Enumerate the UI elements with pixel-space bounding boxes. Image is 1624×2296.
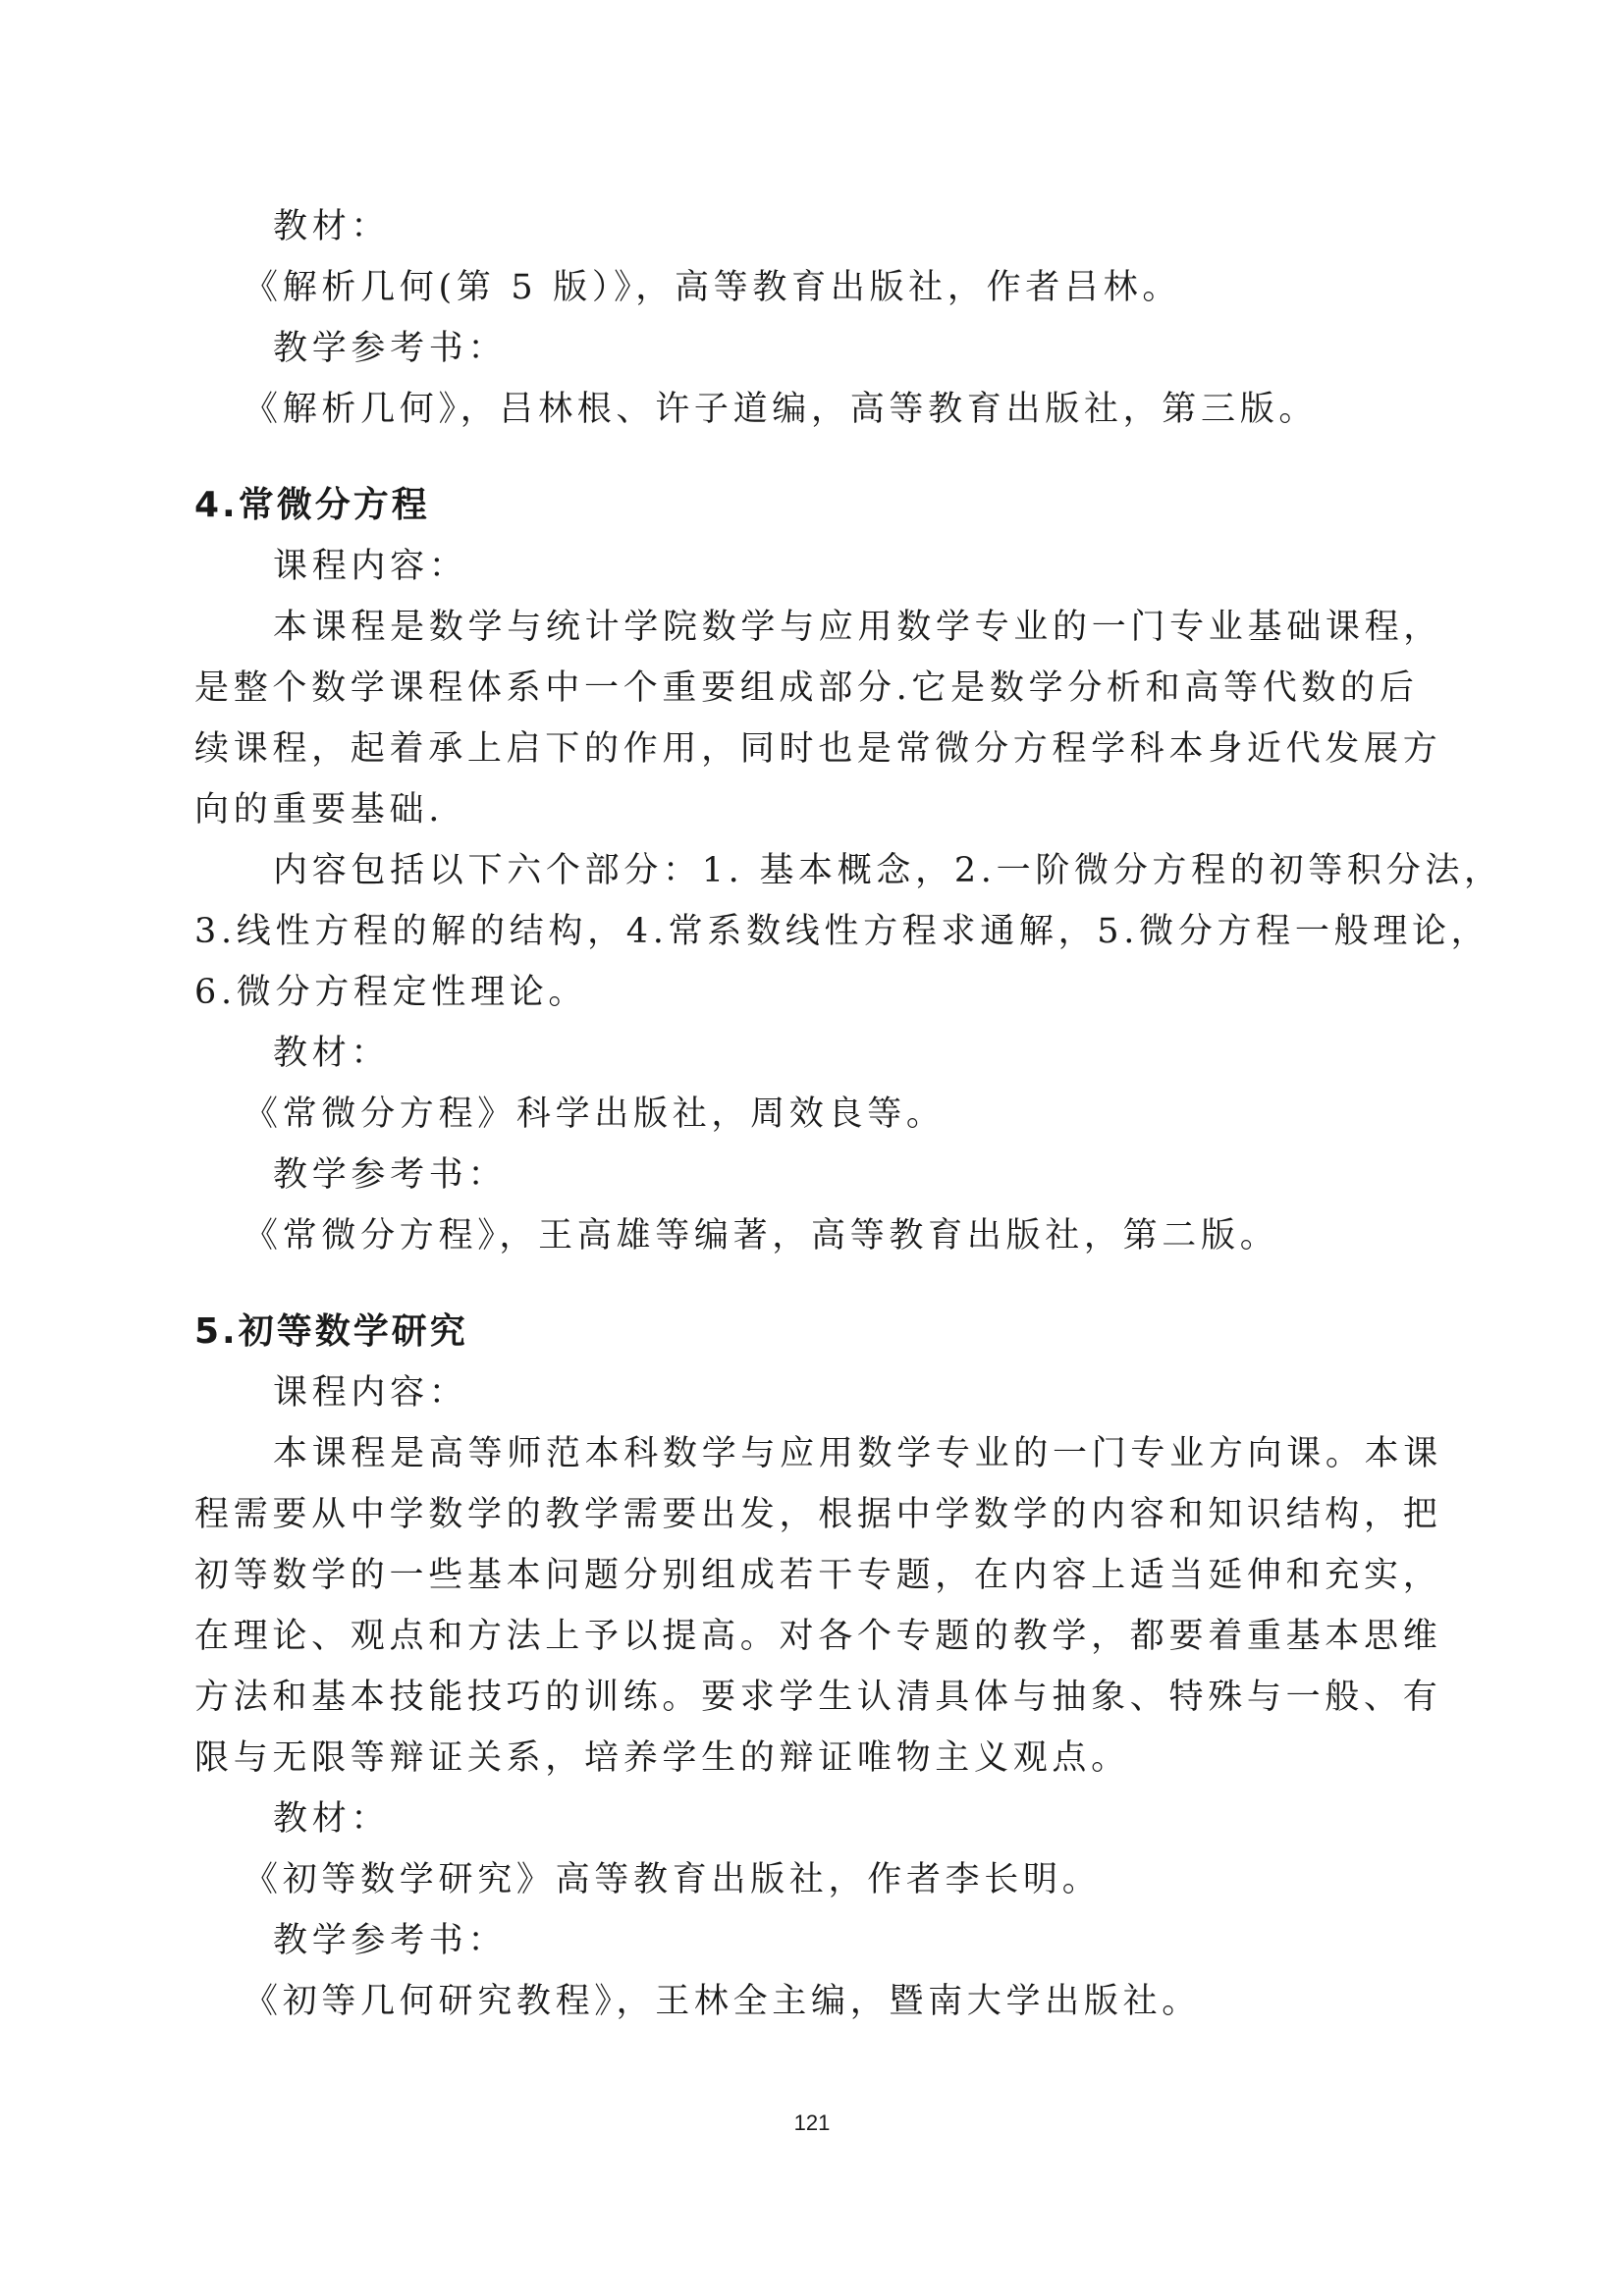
s4-intro-paragraph <box>194 597 1443 840</box>
s4-parts-line: 6.微分方程定性理论。 <box>194 973 588 1012</box>
page-number: 121 <box>793 2110 831 2135</box>
s5-body-line: 在理论、观点和方法上予以提高。对各个专题的教学，都要着重基本思维 <box>194 1617 1442 1656</box>
s5-body-line: 程需要从中学数学的教学需要出发，根据中学数学的内容和知识结构，把 <box>194 1495 1442 1534</box>
s4-intro-line: 是整个数学课程体系中一个重要组成部分.它是数学分析和高等代数的后 <box>194 668 1419 708</box>
s5-reference: 《初等几何研究教程》，王林全主编，暨南大学出版社。 <box>244 1982 1202 2021</box>
section-gap <box>194 440 1434 475</box>
prev-reference-label: 教学参考书： <box>273 329 508 368</box>
section-gap <box>194 1266 1434 1302</box>
prev-textbook: 《解析几何(第 5 版）》，高等教育出版社，作者吕林。 <box>244 268 1182 307</box>
s4-textbook: 《常微分方程》科学出版社，周效良等。 <box>244 1095 946 1134</box>
s5-textbook-label: 教材： <box>273 1799 391 1839</box>
s4-textbook-label: 教材： <box>273 1034 391 1073</box>
s5-content-label: 课程内容： <box>273 1373 468 1413</box>
s5-textbook: 《初等数学研究》高等教育出版社，作者李长明。 <box>244 1860 1102 1899</box>
s4-parts-line: 3.线性方程的解的结构，4.常系数线性方程求通解，5.微分方程一般理论， <box>194 912 1490 951</box>
s5-body-paragraph <box>194 1423 1443 1789</box>
s5-body-line: 限与无限等辩证关系，培养学生的辩证唯物主义观点。 <box>194 1738 1130 1778</box>
s4-reference: 《常微分方程》，王高雄等编著，高等教育出版社，第二版。 <box>244 1216 1279 1255</box>
section-5-title: 5.初等数学研究 <box>194 1311 468 1352</box>
s4-intro-line: 本课程是数学与统计学院数学与应用数学专业的一门专业基础课程， <box>273 608 1443 647</box>
s4-intro-line: 续课程，起着承上启下的作用，同时也是常微分方程学科本身近代发展方 <box>194 729 1442 769</box>
s5-body-line: 方法和基本技能技巧的训练。要求学生认清具体与抽象、特殊与一般、有 <box>194 1678 1442 1717</box>
s4-content-label: 课程内容： <box>273 547 468 586</box>
s5-body-line: 初等数学的一些基本问题分别组成若干专题，在内容上适当延伸和充实， <box>194 1556 1442 1595</box>
prev-textbook-label: 教材： <box>273 207 391 246</box>
section-4-title: 4.常微分方程 <box>194 485 430 525</box>
s5-reference-label: 教学参考书： <box>273 1921 508 1960</box>
s4-reference-label: 教学参考书： <box>273 1155 508 1195</box>
s4-parts-paragraph <box>194 840 1503 1023</box>
prev-reference: 《解析几何》，吕林根、许子道编，高等教育出版社，第三版。 <box>244 390 1319 429</box>
s4-intro-line: 向的重要基础. <box>194 790 445 829</box>
s4-parts-line: 内容包括以下六个部分：1. 基本概念，2.一阶微分方程的初等积分法， <box>273 851 1503 890</box>
page-content <box>194 196 1503 2032</box>
s5-body-line: 本课程是高等师范本科数学与应用数学专业的一门专业方向课。本课 <box>273 1434 1443 1473</box>
